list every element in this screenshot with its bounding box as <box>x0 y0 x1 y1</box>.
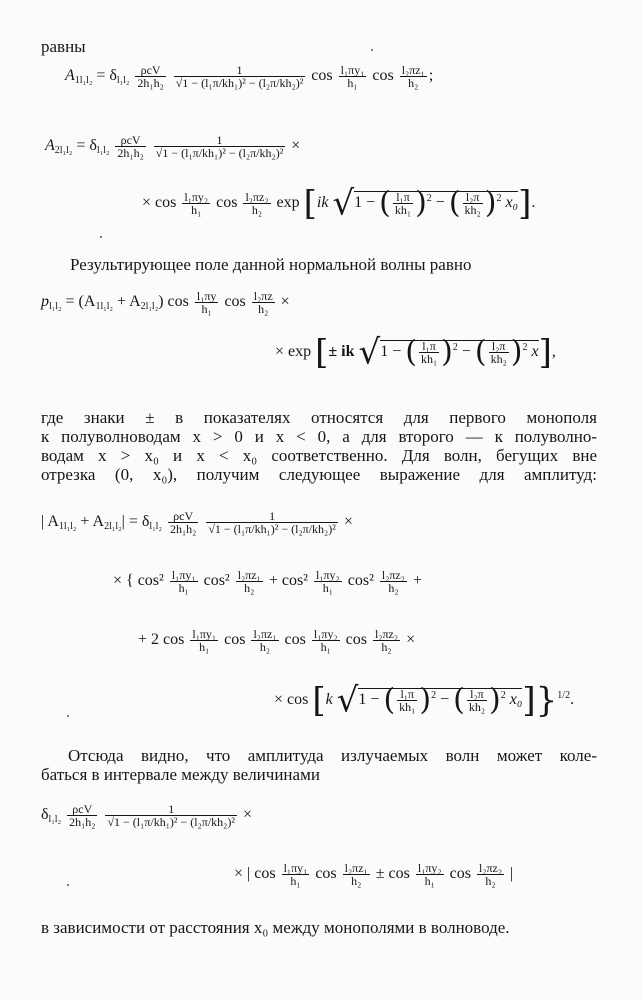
denominator: h₁ <box>320 640 331 654</box>
paragraph-final: в зависимости от расстояния x₀ между монополями в волноводе. <box>41 918 510 937</box>
numerator: l₁πy₂ <box>315 568 340 582</box>
minus-sign: − <box>435 194 445 211</box>
numerator: l₁π <box>419 340 439 353</box>
times-cos: × cos <box>274 691 309 708</box>
numerator: l₂πz <box>253 289 273 303</box>
plus-sign: + <box>412 572 422 590</box>
numerator: l₂πz₁ <box>401 63 425 77</box>
times-sign: × <box>343 513 353 531</box>
numerator: ρcV <box>67 803 97 816</box>
fraction-coefficient <box>115 134 145 159</box>
denominator: kh₂ <box>464 202 481 217</box>
power-half: 1/2 <box>557 690 571 701</box>
bracket-close: ] <box>538 332 552 373</box>
paren-close: ) <box>489 682 501 718</box>
denominator: kh₁ <box>420 351 438 366</box>
plus-a: + A <box>80 513 105 531</box>
fraction-cos-arg <box>251 628 278 653</box>
cos-function: cos <box>311 67 333 85</box>
abs-close-equals: | = <box>121 513 138 531</box>
radicand <box>380 334 539 370</box>
fraction <box>397 688 417 713</box>
x-symbol: x <box>531 343 539 360</box>
numerator: l₂πz₂ <box>374 627 399 641</box>
fraction-root <box>174 64 306 89</box>
radicand <box>354 185 519 221</box>
paren-open: ( <box>379 185 391 221</box>
denominator: kh₁ <box>399 699 416 714</box>
numerator: l₁πy₁ <box>192 627 217 641</box>
paren-open: ( <box>448 185 461 221</box>
numerator: 1 <box>105 803 237 816</box>
numerator: l₁πy₁ <box>283 861 308 875</box>
one-minus: 1 − <box>358 691 380 708</box>
fraction-root <box>154 134 286 159</box>
radical-sign: √ <box>332 183 355 224</box>
equation-amp-line3 <box>138 628 415 653</box>
cos-function: cos <box>224 631 246 649</box>
numerator: 1 <box>154 134 286 147</box>
cos-function: cos <box>216 194 238 211</box>
fraction-cos-arg <box>182 191 210 216</box>
numerator: l₁π <box>397 688 417 701</box>
fraction-cos-arg <box>339 64 367 89</box>
power-2: 2 <box>522 342 528 353</box>
close-cos: ) cos <box>158 293 189 311</box>
denominator: kh₂ <box>468 699 485 714</box>
subscript: 1l₁l₂ <box>58 521 77 533</box>
equals-open: = (A <box>65 293 96 311</box>
times-sign: × <box>291 137 301 155</box>
cos-function: cos <box>284 631 306 649</box>
denominator: √1 − (l₁π/kh₁)² − (l₂π/kh₂)² <box>175 76 304 90</box>
fraction-cos-arg <box>243 191 270 216</box>
numerator: l₁πy₂ <box>417 861 442 875</box>
delta-symbol: δ <box>109 67 117 85</box>
numerator: l₂π <box>463 191 483 204</box>
paragraph-line: отрезка (0, x₀), получим следующее выражение для амплитуд: <box>41 465 597 484</box>
fraction-cos-arg <box>312 628 340 653</box>
radicand <box>358 682 523 718</box>
denominator: √1 − (l₁π/kh₁)² − (l₂π/kh₂)² <box>107 815 235 829</box>
denominator: √1 − (l₁π/kh₁)² − (l₂π/kh₂)² <box>155 146 284 160</box>
paren-close: ) <box>441 334 453 370</box>
scan-speck <box>67 884 69 886</box>
denominator: h₁ <box>199 640 210 654</box>
denominator: 2h₁h₂ <box>69 815 96 829</box>
equation-amp-line2 <box>113 569 422 594</box>
denominator: h₂ <box>258 302 269 316</box>
paragraph-line: водам x > x₀ и x < x₀ соответственно. Для волн, бегущих вне <box>41 446 597 465</box>
equals-sign: = <box>96 67 106 85</box>
power-2: 2 <box>452 342 458 353</box>
denominator: h₁ <box>178 581 189 595</box>
fraction-cos-arg <box>380 569 407 594</box>
bracket-close: ] <box>522 680 536 721</box>
times-sign: × <box>242 806 252 824</box>
pm-ik-term: ± ik <box>328 343 355 360</box>
subscript: l₁l₂ <box>48 814 62 826</box>
plus-2-cos: + 2 cos <box>138 631 185 649</box>
fraction <box>419 340 439 365</box>
one-minus: 1 − <box>354 194 376 211</box>
one-minus: 1 − <box>380 343 402 360</box>
fraction-cos-arg <box>416 862 444 887</box>
power-2: 2 <box>426 193 432 204</box>
denominator: h₁ <box>322 581 333 595</box>
fraction-coefficient <box>67 803 97 828</box>
k-symbol: k <box>325 691 333 708</box>
denominator: √1 − (l₁π/kh₁)² − (l₂π/kh₂)² <box>208 522 336 536</box>
minus-sign: − <box>440 691 450 708</box>
fraction-cos-arg <box>190 628 218 653</box>
denominator: h₂ <box>244 581 255 595</box>
punctuation: . <box>531 194 536 211</box>
fraction-coefficient <box>135 64 165 89</box>
fraction-cos-arg <box>195 290 219 315</box>
x0-symbol: x₀ <box>505 194 519 211</box>
numerator: l₁πy₁ <box>171 568 196 582</box>
numerator: l₂πz₁ <box>237 568 261 582</box>
scan-speck <box>67 715 69 717</box>
numerator: ρcV <box>135 64 165 77</box>
cos-function: cos <box>449 865 471 883</box>
denominator: h₂ <box>259 640 271 654</box>
fraction <box>489 340 509 365</box>
cos-function: cos <box>254 865 276 883</box>
denominator: h₁ <box>201 302 212 316</box>
radical-sign: √ <box>358 332 381 373</box>
denominator: h₂ <box>381 640 392 654</box>
cos-squared: cos² <box>137 572 164 590</box>
denominator: h₁ <box>424 874 435 888</box>
denominator: h₂ <box>351 874 362 888</box>
times-exp: × exp <box>275 343 312 360</box>
denominator: h₂ <box>251 202 263 217</box>
equation-amp-line4 <box>274 680 575 721</box>
fraction-cos-arg <box>282 862 310 887</box>
paren-close: ) <box>419 682 432 718</box>
denominator: h₁ <box>290 874 301 888</box>
paragraph-line: баться в интервале между величинами <box>41 765 320 784</box>
fraction-cos-arg <box>314 569 342 594</box>
denominator: h₂ <box>388 581 399 595</box>
denominator: 2h₁h₂ <box>117 146 144 160</box>
cos-squared: cos² <box>203 572 230 590</box>
cos-function: cos <box>224 293 246 311</box>
denominator: 2h₁h₂ <box>137 76 164 90</box>
numerator: l₂π <box>467 688 487 701</box>
bracket-close: ] <box>518 183 532 224</box>
subscript: 2l₁l₂ <box>104 521 122 533</box>
equation-a2-line2 <box>142 183 536 224</box>
paren-open: ( <box>383 682 396 718</box>
fraction-cos-arg <box>373 628 400 653</box>
subscript: l₁l₂ <box>149 521 162 533</box>
numerator: l₂πz₂ <box>245 189 269 204</box>
numerator: l₂π <box>489 340 509 353</box>
numerator: l₂πz₁ <box>253 627 277 641</box>
fraction-cos-arg <box>343 862 370 887</box>
fraction-cos-arg <box>236 569 263 594</box>
punctuation: . <box>570 691 575 708</box>
symbol-a: A <box>45 137 55 155</box>
punctuation: ; <box>428 67 434 85</box>
equals-sign: = <box>76 137 86 155</box>
numerator: l₁π <box>393 191 413 204</box>
denominator: kh₂ <box>490 351 507 366</box>
numerator: l₁πy₂ <box>184 189 209 204</box>
equation-range-line2 <box>234 862 513 887</box>
fraction-cos-arg <box>170 569 198 594</box>
plus-a: + A <box>116 293 141 311</box>
paren-open: ( <box>474 334 487 370</box>
symbol-p: p <box>41 293 49 311</box>
subscript: l₁l₂ <box>96 145 110 157</box>
paren-close: ) <box>415 185 427 221</box>
equation-amp-line1 <box>41 510 353 537</box>
fraction <box>463 191 483 216</box>
bracket-open: [ <box>312 680 326 721</box>
numerator: ρcV <box>115 134 145 147</box>
paren-open: ( <box>453 682 465 718</box>
times-abs-open: × | <box>234 865 251 883</box>
numerator: l₁πy₁ <box>340 63 365 77</box>
power-2: 2 <box>431 690 437 701</box>
radical-sign: √ <box>336 680 359 721</box>
plus-cos-squared: + cos² <box>268 572 308 590</box>
x0-symbol: x₀ <box>509 691 523 708</box>
equation-range-line1 <box>41 803 252 830</box>
symbol-a: A <box>65 67 75 85</box>
delta-symbol: δ <box>89 137 97 155</box>
denominator: kh₁ <box>394 202 412 217</box>
minus-sign: − <box>461 343 471 360</box>
punctuation: , <box>551 343 556 360</box>
paragraph-line: к полуволноводам x > 0 и x < 0, а для второго — к полуволно- <box>41 427 597 446</box>
equation-a1 <box>65 64 433 91</box>
cos-function: cos <box>315 865 337 883</box>
subscript: l₁l₂ <box>116 75 130 87</box>
fraction-root <box>206 510 338 535</box>
times-brace: × { <box>113 572 134 590</box>
fraction-root <box>105 803 237 828</box>
numerator: l₂πz₁ <box>344 861 368 875</box>
pm-cos: ± cos <box>375 865 410 883</box>
scan-speck <box>100 236 102 238</box>
cos-function: cos <box>345 631 367 649</box>
numerator: l₁πy₂ <box>313 627 338 641</box>
numerator: 1 <box>206 510 338 523</box>
numerator: 1 <box>174 64 306 77</box>
numerator: ρcV <box>168 510 198 523</box>
numerator: l₂πz₂ <box>381 568 405 582</box>
denominator: h₂ <box>408 76 419 90</box>
times-cos: × cos <box>142 194 177 211</box>
subscript: 2l₁l₂ <box>140 301 159 313</box>
subscript: 1l₁l₂ <box>95 301 113 313</box>
subscript: 2l₁l₂ <box>54 145 73 157</box>
paragraph-line: где знаки ± в показателях относятся для первого монополя <box>41 408 597 427</box>
times-sign: × <box>406 631 416 649</box>
cos-squared: cos² <box>347 572 374 590</box>
denominator: h₁ <box>347 76 358 90</box>
fraction <box>393 191 413 216</box>
exp-function: exp <box>276 194 300 211</box>
times-sign: × <box>280 293 290 311</box>
power-2: 2 <box>496 193 502 204</box>
paren-open: ( <box>405 334 417 370</box>
power-2: 2 <box>500 690 506 701</box>
subscript: l₁l₂ <box>49 301 62 313</box>
ik-term: ik <box>316 194 329 211</box>
denominator: h₁ <box>191 202 202 217</box>
paren-close: ) <box>510 334 523 370</box>
fraction-cos-arg <box>477 862 504 887</box>
scan-speck <box>371 49 373 51</box>
numerator: l₂πz₂ <box>478 861 503 875</box>
paragraph-line: Отсюда видно, что амплитуда излучаемых волн может коле- <box>68 746 597 765</box>
abs-close: | <box>510 865 514 883</box>
denominator: 2h₁h₂ <box>169 522 197 536</box>
bracket-open: [ <box>315 332 329 373</box>
subscript: 1l₁l₂ <box>74 75 93 87</box>
cos-function: cos <box>372 67 394 85</box>
delta-symbol: δ <box>141 513 150 531</box>
paragraph-result: Результирующее поле данной нормальной волны равно <box>70 255 472 274</box>
fraction <box>467 688 487 713</box>
fraction-cos-arg <box>400 64 427 89</box>
equation-a2-line1 <box>45 134 300 161</box>
intro-word: равны <box>41 37 86 56</box>
equation-p-line1 <box>41 290 290 317</box>
numerator: l₁πy <box>196 289 217 303</box>
equation-p-line2 <box>275 332 556 373</box>
abs-open-a: | A <box>41 513 59 531</box>
fraction-coefficient <box>168 510 198 535</box>
brace-close: } <box>535 680 558 721</box>
denominator: h₂ <box>485 874 496 888</box>
bracket-open: [ <box>303 183 317 224</box>
fraction-cos-arg <box>252 290 275 315</box>
delta-symbol: δ <box>41 806 49 824</box>
paren-close: ) <box>484 185 497 221</box>
